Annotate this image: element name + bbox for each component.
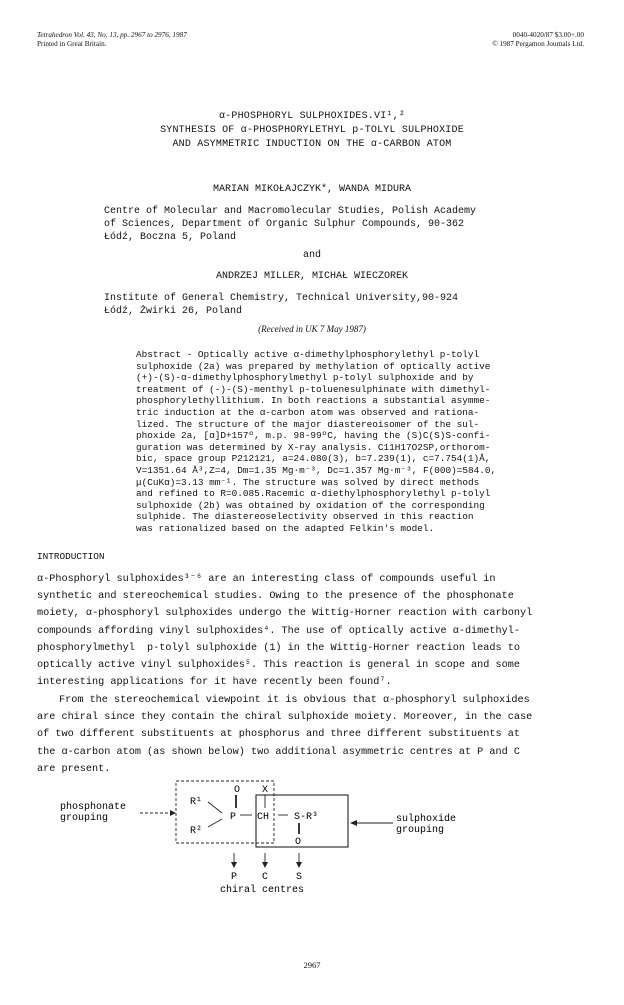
- affiliation-1-line-3: Łódź, Boczna 5, Poland: [104, 232, 237, 243]
- arrowhead-c-centre: [262, 862, 268, 868]
- abstract-line: guration was determined by X-ray analysis. C11H17O2SP,orthorom-: [136, 441, 491, 453]
- affiliation-2-line-2: Łódź, Żwirki 26, Poland: [104, 306, 243, 317]
- authors-conjunction: and: [302, 250, 321, 261]
- label-sulphoxide-grouping: grouping: [396, 825, 445, 836]
- o-top-label: O: [234, 785, 241, 796]
- abstract-line: was rationalized based on the adapted Felkin's model.: [136, 522, 435, 534]
- intro-line: moiety, α-phosphoryl sulphoxides undergo the Wittig-Horner reaction with carbonyl: [37, 608, 533, 620]
- intro-line: are present.: [37, 763, 111, 775]
- page-number: 2967: [303, 960, 321, 970]
- p-atom: P: [230, 812, 237, 823]
- abstract-line: Abstract - Optically active α-dimethylphosphorylethyl p-tolyl: [136, 349, 480, 360]
- sulphoxide-arrowhead: [350, 820, 357, 826]
- intro-line: of two different substituents at phosphorus and three different substituents at: [37, 729, 520, 741]
- bond-r1-p: [208, 802, 222, 813]
- abstract-line: (+)-(S)-α-dimethylphosphorylmethyl p-tolyl sulphoxide and by: [136, 372, 474, 384]
- intro-line: are chiral since they contain the chiral sulphoxide moiety. Moreover, in the case: [37, 712, 533, 724]
- affiliation-1-line-1: Centre of Molecular and Macromolecular Studies, Polish Academy: [104, 206, 477, 217]
- s-r3-label: S-R³: [294, 812, 319, 823]
- intro-paragraph-2: [37, 692, 532, 778]
- intro-line: From the stereochemical viewpoint it is obvious that α-phosphoryl sulphoxides: [59, 695, 530, 706]
- intro-line: optically active vinyl sulphoxides⁵. This reaction is general in scope and some: [37, 660, 520, 672]
- abstract-line: sulphide. The diastereoselectivity observed in this reaction: [136, 511, 474, 523]
- authors-group-2: ANDRZEJ MILLER, MICHAŁ WIECZOREK: [215, 271, 409, 282]
- label-phosphonate: phosphonate: [60, 802, 127, 813]
- abstract: [136, 349, 496, 535]
- journal-citation: [37, 31, 187, 49]
- affiliation-1: [104, 205, 476, 244]
- ch-atom: CH: [257, 812, 270, 823]
- abstract-line: and refined to R=0.085.Racemic α-diethylphosphorylethyl p-tolyl: [136, 488, 491, 500]
- journal-line-2: Printed in Great Britain.: [37, 40, 107, 48]
- intro-line: phosphorylmethyl p-tolyl sulphoxide (1) in the Wittig-Horner reaction leads to: [37, 642, 520, 654]
- bond-r2-p: [208, 819, 222, 827]
- affiliation-1-line-2: of Sciences, Department of Organic Sulphur Compounds, 90-362: [104, 219, 465, 230]
- paper-title: [0, 110, 624, 152]
- abstract-line: tric induction at the α-carbon atom was observed and rationa-: [136, 406, 480, 418]
- affiliation-2: [104, 292, 458, 318]
- intro-line: the α-carbon atom (as shown below) two additional asymmetric centres at P and C: [37, 746, 520, 758]
- received-date: (Received in UK 7 May 1987): [258, 324, 366, 334]
- r2-label: R²: [190, 826, 203, 837]
- abstract-line: V=1351.64 Å³,Z=4, Dm=1.35 Mg·m⁻³, Dc=1.357 Mg·m⁻³, F(000)=584.0,: [136, 464, 497, 476]
- centre-c-label: C: [262, 872, 269, 883]
- label-phosphonate-grouping: grouping: [60, 813, 109, 824]
- abstract-line: bic, space group P212121, a=24.080(3), b=7.239(1), c=7.754(1)Å,: [136, 453, 491, 465]
- price-line-1: 0040-4020/87 $3.00+.00: [512, 31, 584, 39]
- figure-caption: chiral centres: [220, 885, 305, 895]
- chiral-centres-diagram: [50, 775, 470, 895]
- intro-paragraph-1: [37, 571, 532, 691]
- abstract-line: lized. The structure of the major diastereoisomer of the sul-: [136, 418, 480, 430]
- abstract-line: μ(CuKα)=3.13 mm⁻¹. The structure was solved by direct methods: [136, 476, 480, 488]
- section-heading: INTRODUCTION: [37, 551, 105, 562]
- title-line-3: AND ASYMMETRIC INDUCTION ON THE α-CARBON ATOM: [172, 139, 452, 150]
- arrowhead-p-centre: [231, 862, 237, 868]
- copyright-block: [492, 31, 584, 49]
- abstract-line: treatment of (-)-(S)-menthyl p-toluenesulphinate with dimethyl-: [136, 383, 491, 395]
- intro-line: synthetic and stereochemical studies. Owing to the presence of the phosphonate: [37, 591, 514, 603]
- authors-group-1: MARIAN MIKOŁAJCZYK*, WANDA MIDURA: [212, 184, 412, 195]
- arrowhead-s-centre: [296, 862, 302, 868]
- title-line-2: SYNTHESIS OF α-PHOSPHORYLETHYL p-TOLYL SULPHOXIDE: [160, 125, 464, 136]
- intro-line: α-Phosphoryl sulphoxides³⁻⁶ are an interesting class of compounds useful in: [37, 574, 496, 585]
- price-line-2: © 1987 Pergamon Journals Ltd.: [492, 40, 584, 48]
- r1-label: R¹: [190, 797, 203, 808]
- label-sulphoxide: sulphoxide: [396, 814, 457, 825]
- centre-p-label: P: [231, 872, 238, 883]
- abstract-line: sulphoxide (2b) was obtained by oxidation of the corresponding: [136, 499, 485, 511]
- centre-s-label: S: [296, 872, 303, 883]
- o-bottom-label: O: [295, 837, 302, 848]
- x-top-label: X: [262, 785, 269, 796]
- phosphonate-arrowhead: [170, 810, 176, 816]
- title-line-1: α-PHOSPHORYL SULPHOXIDES.VI¹,²: [218, 111, 406, 122]
- affiliation-2-line-1: Institute of General Chemistry, Technical University,90-924: [104, 293, 459, 304]
- intro-line: compounds affording vinyl sulphoxides⁴. The use of optically active α-dimethyl-: [37, 625, 520, 637]
- journal-line-1: Tetrahedron Vol. 43, No. 13, pp. 2967 to 2976, 1987: [37, 31, 187, 39]
- abstract-line: phosphorylethyllithium. In both reactions a substantial asymme-: [136, 395, 491, 407]
- abstract-line: sulphoxide (2a) was prepared by methylation of optically active: [136, 360, 491, 372]
- intro-line: interesting applications for it have recently been found⁷.: [37, 677, 392, 689]
- abstract-line: phoxide 2a, [α]D+157º, m.p. 98-99ºC, having the (S)C(S)S-confi-: [136, 430, 491, 442]
